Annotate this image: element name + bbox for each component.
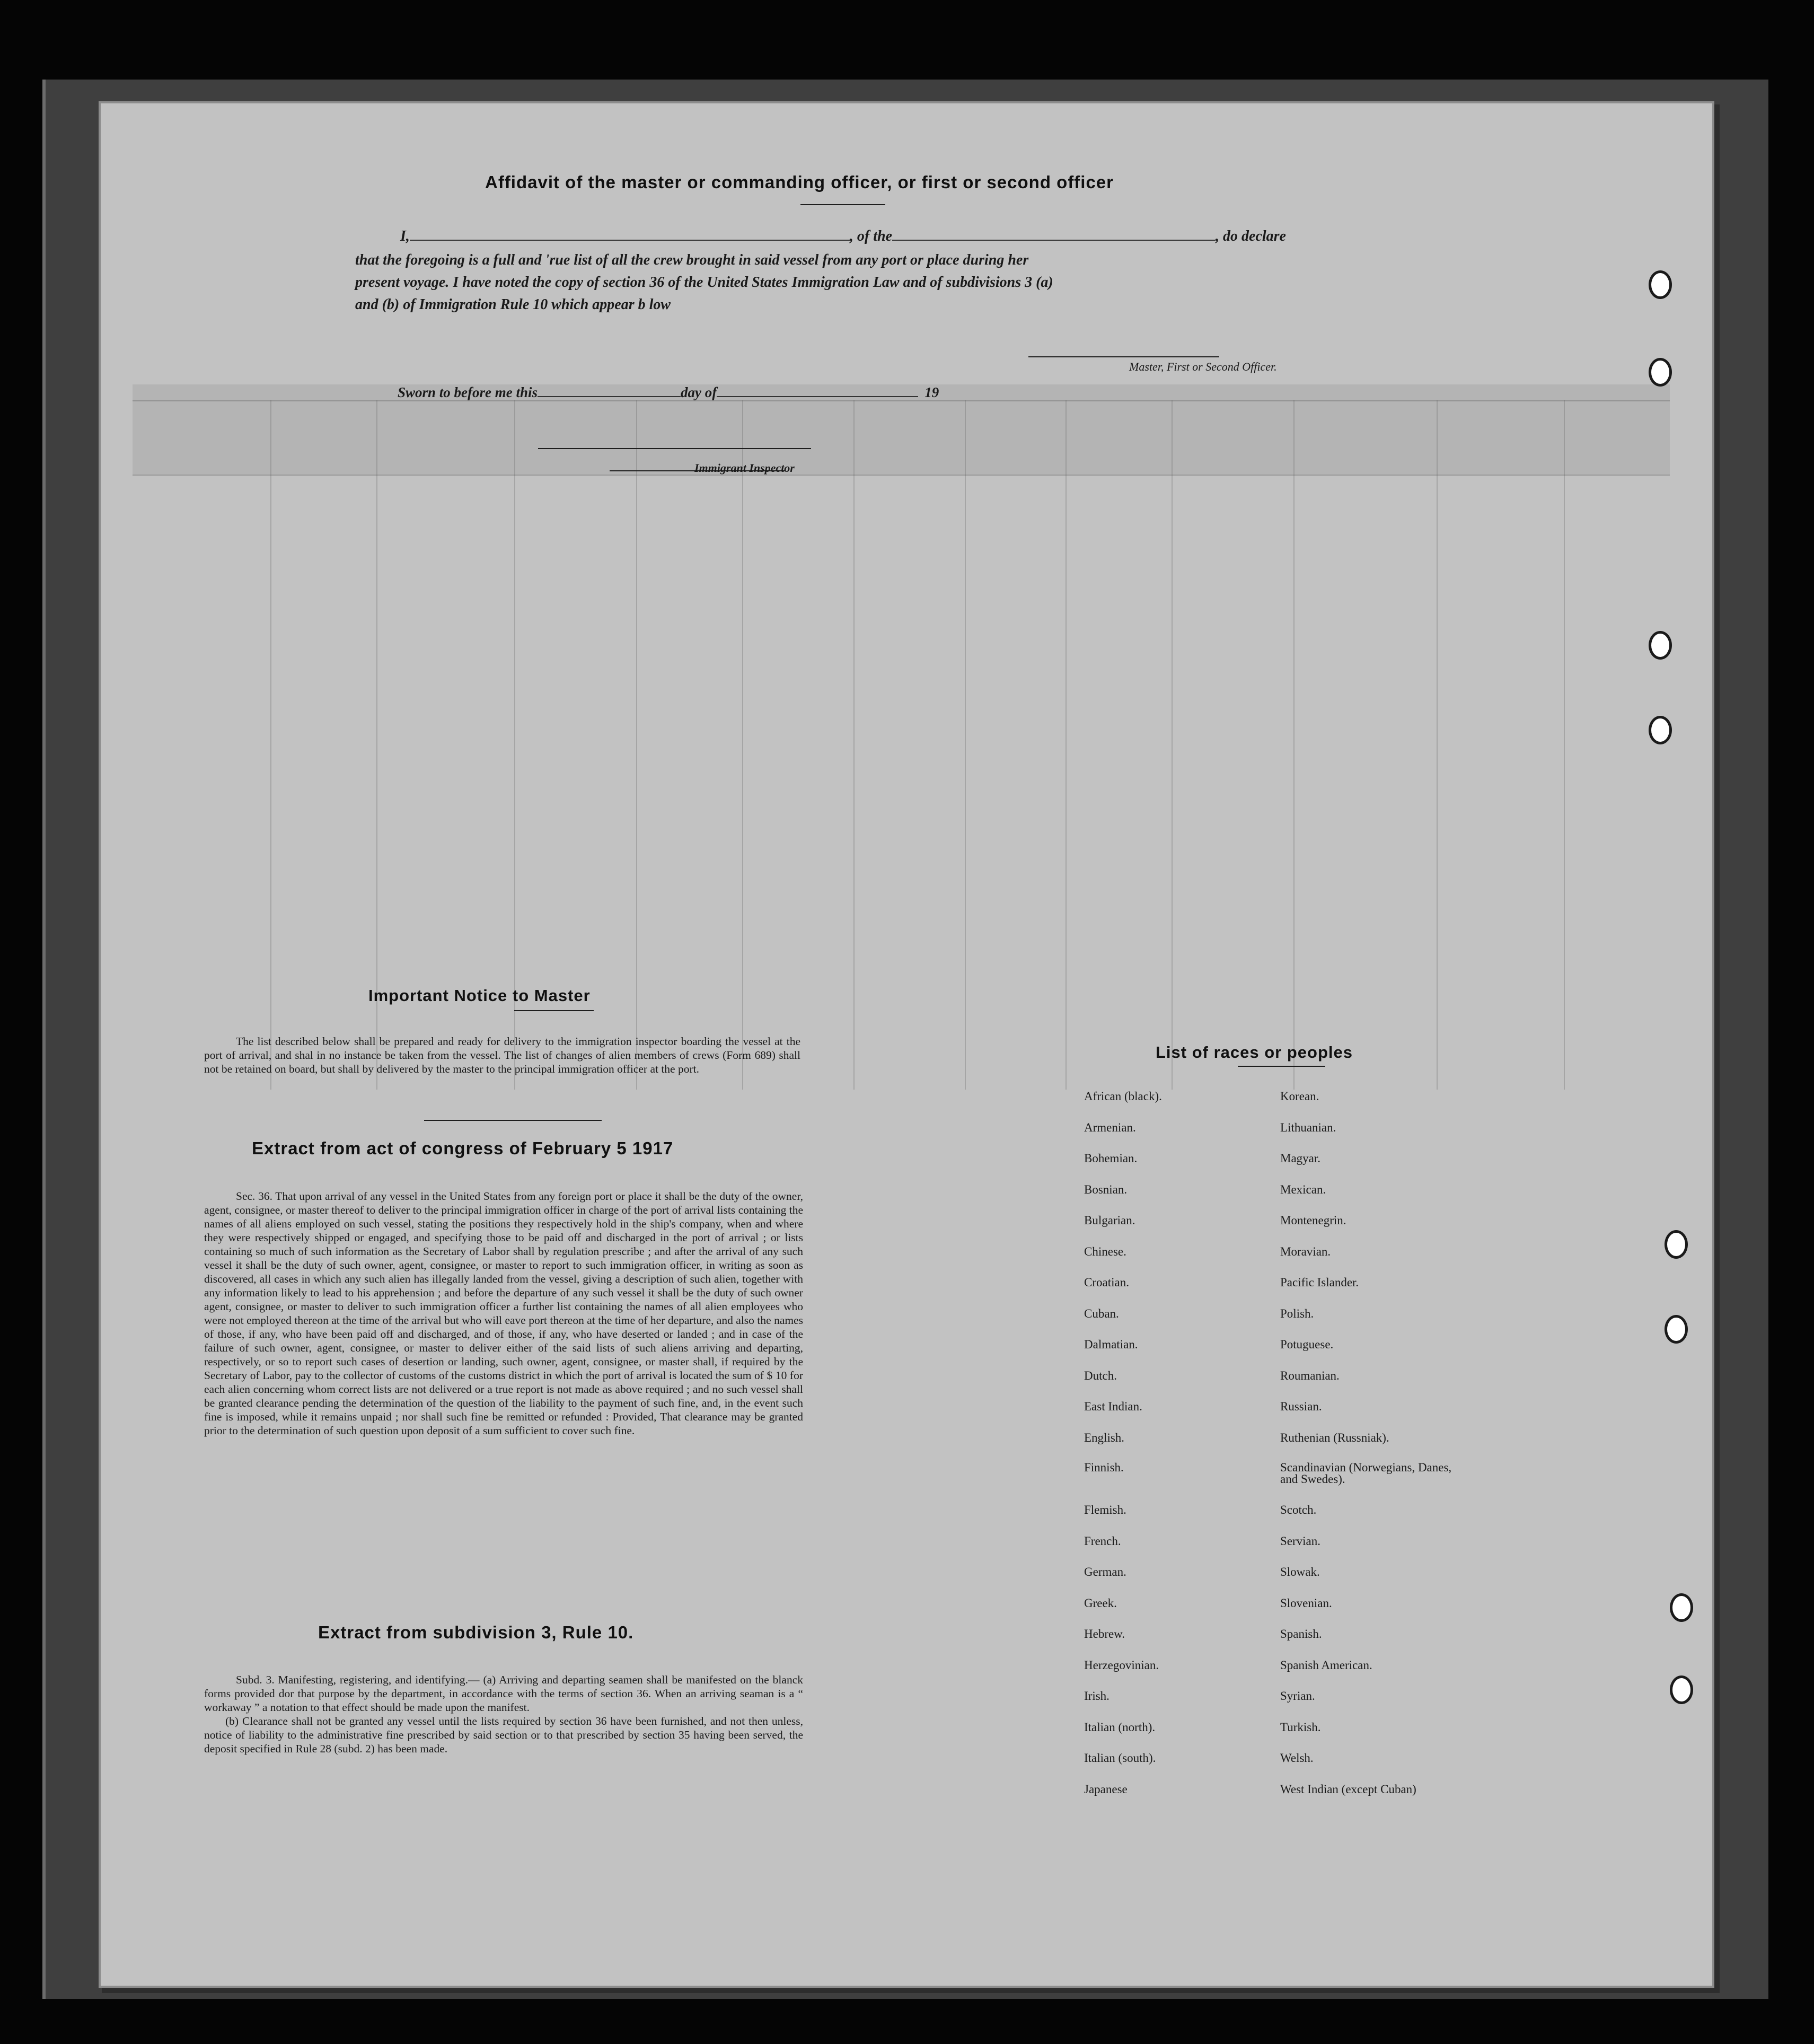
subdivision-a-paragraph: Subd. 3. Manifesting, registering, and identifying.— (a) Arriving and departing seamen shall be manifested on the blanck forms provided dor that purpose by the department, in accordance with the terms of section 36. When an arriving seaman is a “ workaway ” a notation to that effect should be made upon the manifest. — [204, 1673, 803, 1714]
notice-title: Important Notice to Master — [368, 986, 591, 1005]
declare-do-declare-label: , do declare — [1216, 228, 1286, 244]
race-item: Servian. — [1280, 1534, 1321, 1548]
sworn-label: Sworn to before me this — [398, 384, 538, 400]
races-list — [1084, 1090, 1561, 1858]
race-item: East Indian. — [1084, 1400, 1142, 1413]
punch-hole-icon — [1665, 1230, 1688, 1259]
rule-extract-text — [204, 1673, 803, 1756]
bleed-through-line — [133, 475, 1670, 476]
affidavit-line-2: that the foregoing is a full and 'rue list of all the crew brought in said vessel from any port or place during her — [355, 252, 1029, 268]
race-item: Armenian. — [1084, 1120, 1136, 1134]
race-item: Japanese — [1084, 1782, 1128, 1796]
race-item: Flemish. — [1084, 1503, 1126, 1516]
race-item: Magyar. — [1280, 1152, 1321, 1165]
declare-of-the-label: , of the — [849, 228, 893, 244]
punch-hole-icon — [1649, 631, 1672, 660]
race-item: Roumanian. — [1280, 1368, 1340, 1382]
race-item: Korean. — [1280, 1090, 1319, 1103]
race-item: Spanish. — [1280, 1627, 1322, 1641]
act-extract-title: Extract from act of congress of February 5 1917 — [252, 1138, 674, 1158]
race-item: Moravian. — [1280, 1244, 1331, 1258]
act-extract-text — [204, 1189, 803, 1437]
race-item: German. — [1084, 1565, 1126, 1578]
race-item: Montenegrin. — [1280, 1214, 1346, 1227]
punch-hole-icon — [1649, 270, 1672, 299]
affidavit-declaration-line — [400, 228, 1286, 245]
race-item: Turkish. — [1280, 1720, 1321, 1734]
race-item: Polish. — [1280, 1306, 1314, 1320]
notice-divider — [424, 1120, 602, 1121]
race-item: Chinese. — [1084, 1244, 1126, 1258]
race-item: Bulgarian. — [1084, 1214, 1135, 1227]
races-left-column — [1084, 1090, 1275, 1813]
notice-title-underline — [514, 1010, 594, 1011]
punch-hole-icon — [1649, 358, 1672, 387]
bleed-through-column — [965, 400, 966, 1090]
race-item: Herzegovinian. — [1084, 1658, 1159, 1672]
races-title: List of races or peoples — [1156, 1043, 1353, 1062]
notice-paragraph: The list described below shall be prepared and ready for delivery to the immigration inspector boarding the vessel at the port of arrival, and shal in no instance be taken from the vessel. The list of changes of alien members of crews (Form 689) shall not be retained on board, but shall by delivered by the master to the principal immigration officer at the port. — [204, 1035, 800, 1075]
sworn-month-blank — [717, 396, 918, 397]
race-item: Italian (north). — [1084, 1720, 1156, 1734]
punch-hole-icon — [1670, 1675, 1693, 1704]
notice-text — [204, 1034, 800, 1076]
race-item: Scandinavian (Norwegians, Danes, and Swedes). — [1280, 1461, 1452, 1486]
race-item: African (black). — [1084, 1090, 1162, 1103]
race-item: Potuguese. — [1280, 1338, 1334, 1351]
punch-hole-icon — [1665, 1315, 1688, 1344]
bleed-through-column — [1293, 400, 1295, 1090]
race-item: West Indian (except Cuban) — [1280, 1782, 1416, 1796]
affidavit-title: Affidavit of the master or commanding officer, or first or second officer — [485, 172, 1114, 192]
master-signature-line — [1028, 356, 1219, 357]
inspector-signature-line — [538, 448, 811, 449]
affidavit-line-3: present voyage. I have noted the copy of section 36 of the United States Immigration Law and of subdivisions 3 (a) — [355, 274, 1053, 291]
race-item: Ruthenian (Russniak). — [1280, 1431, 1389, 1444]
bleed-through-column — [1437, 400, 1438, 1090]
race-item: Russian. — [1280, 1400, 1322, 1413]
officer-name-blank — [410, 240, 850, 241]
race-item: Irish. — [1084, 1689, 1109, 1703]
bleed-through-column — [636, 400, 637, 1090]
race-item: Mexican. — [1280, 1182, 1326, 1196]
bleed-through-column — [270, 400, 271, 1090]
race-item: Cuban. — [1084, 1306, 1119, 1320]
race-item: English. — [1084, 1431, 1125, 1444]
race-item: Bohemian. — [1084, 1152, 1138, 1165]
bleed-through-column — [1564, 400, 1565, 1090]
race-item: Finnish. — [1084, 1461, 1124, 1474]
races-title-underline — [1238, 1066, 1325, 1067]
race-item: Dalmatian. — [1084, 1338, 1138, 1351]
master-signature-label: Master, First or Second Officer. — [1129, 360, 1277, 373]
manifest-page — [101, 103, 1712, 1986]
bleed-through-column — [853, 400, 855, 1090]
race-item: Syrian. — [1280, 1689, 1315, 1703]
inspector-label: Immigrant Inspector — [694, 461, 795, 475]
affidavit-title-underline — [800, 204, 885, 205]
race-item: Slowak. — [1280, 1565, 1320, 1578]
race-item: Scotch. — [1280, 1503, 1317, 1516]
race-item: Croatian. — [1084, 1276, 1129, 1289]
subdivision-b-paragraph: (b) Clearance shall not be granted any vessel until the lists required by section 36 have been furnished, and not then unless, notice of liability to the administrative fine prescribed by said section or to that prescribed by section 35 having been served, the deposit specified in Rule 28 (subd. 2) has been made. — [204, 1715, 803, 1755]
punch-hole-icon — [1649, 716, 1672, 744]
day-of-label: day of — [681, 384, 717, 400]
race-item: Lithuanian. — [1280, 1120, 1336, 1134]
race-item: Italian (south). — [1084, 1751, 1156, 1765]
races-right-column — [1280, 1090, 1455, 1813]
bleed-through-column — [1065, 400, 1067, 1090]
rule-extract-title: Extract from subdivision 3, Rule 10. — [318, 1622, 634, 1642]
race-item: Dutch. — [1084, 1368, 1117, 1382]
race-item: Hebrew. — [1084, 1627, 1125, 1641]
bleed-through-column — [742, 400, 743, 1090]
section-36-paragraph: Sec. 36. That upon arrival of any vessel in the United States from any foreign port or place it shall be the duty of the owner, agent, consignee, or master thereof to deliver to the principal immigration officer in charge of the port of arrival lists containing the names of all aliens employed on such vessel, stating the positions they respectively hold in the ship's company, when and where they were respectively shipped or engaged, and specifying those to be paid off and discharged in the port of arrival ; or lists containing so much of such information as the Secretary of Labor shall by regulation prescribe ; and after the arrival of any such vessel it shall be the duty of such owner, agent, consignee, or master to report to such immigration officer, in writing as soon as discovered, all cases in which any such alien has illegally landed from the vessel, giving a description of such alien, together with any information likely to lead to his apprehension ; and before the departure of any such vessel it shall be the duty of such owner agent, consignee, or master to deliver to such immigration officer a further list containing the names of all alien employees who were not employed thereon at the time of the arrival but who will eave port thereon at the time of her departure, and also the names of those, if any, who have been paid off and discharged, and of those, if any, who have deserted or landed ; and in case of the failure of such owner, agent, consignee, or master to deliver either of the said lists of such aliens arriving and departing, respectively, or so to report such cases of desertion or landing, such owner, agent, consignee, or master shall, if required by the Secretary of Labor, pay to the collector of customs of the customs district in which the port of arrival is located the sum of $ 10 for each alien concerning whom correct lists are not delivered or a true report is not made as above required ; and no such vessel shall be granted clearance pending the determination of the question of the liability to the payment of such fine, and, in the event such fine is imposed, while it remains unpaid ; nor shall such fine be remitted or refunded : Provided, That clearance may be granted prior to the determination of such question upon deposit of a sum sufficient to cover such fine. — [204, 1190, 803, 1437]
sworn-line — [398, 384, 939, 401]
vessel-name-blank — [892, 240, 1216, 241]
race-item: French. — [1084, 1534, 1121, 1548]
race-item: Welsh. — [1280, 1751, 1314, 1765]
affidavit-line-4: and (b) of Immigration Rule 10 which appear b low — [355, 296, 671, 313]
race-item: Greek. — [1084, 1596, 1117, 1610]
race-item: Slovenian. — [1280, 1596, 1332, 1610]
sworn-day-blank — [538, 396, 681, 397]
declare-i-label: I, — [400, 228, 410, 244]
race-item: Bosnian. — [1084, 1182, 1128, 1196]
year-label: 19 — [924, 384, 939, 400]
punch-hole-icon — [1670, 1593, 1693, 1622]
race-item: Pacific Islander. — [1280, 1276, 1359, 1289]
race-item: Spanish American. — [1280, 1658, 1372, 1672]
bleed-through-column — [1172, 400, 1173, 1090]
